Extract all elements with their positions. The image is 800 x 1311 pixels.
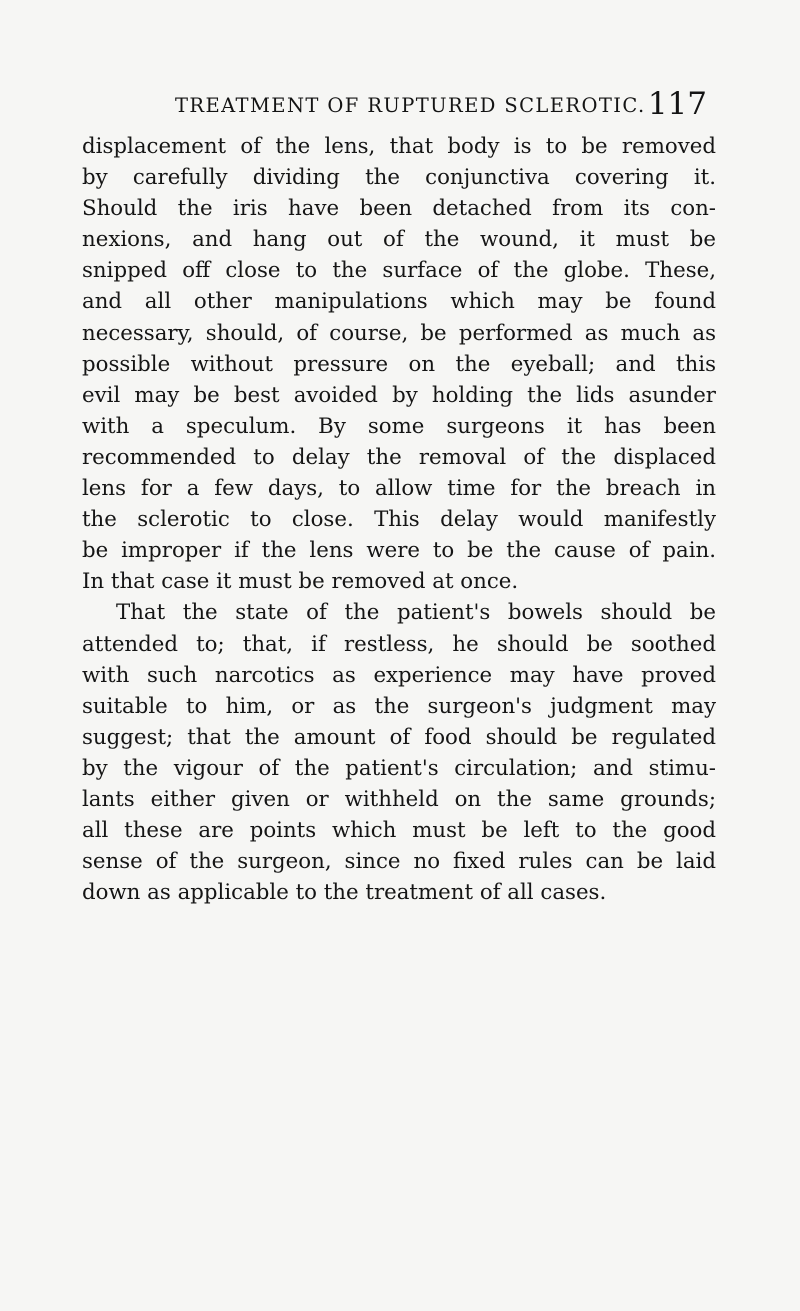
text-line: nexions, and hang out of the wound, it must be bbox=[82, 227, 716, 253]
text-line: possible without pressure on the eyeball; and this bbox=[82, 351, 716, 377]
running-title: TREATMENT OF RUPTURED SCLEROTIC. bbox=[175, 94, 646, 117]
text-line: recommended to delay the removal of the displaced bbox=[82, 444, 716, 470]
text-line: attended to; that, if restless, he should be soothed bbox=[82, 631, 716, 657]
text-line: necessary, should, of course, be performed as much as bbox=[82, 320, 716, 346]
running-head bbox=[175, 86, 707, 126]
text-line: by carefully dividing the conjunctiva covering it. bbox=[82, 165, 716, 191]
text-line: lens for a few days, to allow time for the breach in bbox=[82, 476, 716, 502]
text-line: In that case it must be removed at once. bbox=[82, 569, 519, 595]
paragraph-1 bbox=[82, 131, 716, 597]
text-line: with such narcotics as experience may have proved bbox=[82, 662, 716, 688]
text-line: That the state of the patient's bowels should be bbox=[116, 600, 716, 626]
text-line: be improper if the lens were to be the cause of pain. bbox=[82, 538, 716, 564]
text-line: down as applicable to the treatment of all cases. bbox=[82, 880, 607, 906]
text-line: with a speculum. By some surgeons it has been bbox=[82, 413, 716, 439]
text-line: sense of the surgeon, since no fixed rules can be laid bbox=[82, 849, 716, 875]
text-line: all these are points which must be left to the good bbox=[82, 818, 716, 844]
text-line: snipped off close to the surface of the globe. These, bbox=[82, 258, 716, 284]
text-line: displacement of the lens, that body is to be removed bbox=[82, 134, 716, 159]
text-line: the sclerotic to close. This delay would manifestly bbox=[82, 507, 716, 533]
body-text bbox=[82, 131, 716, 908]
text-line: lants either given or withheld on the same grounds; bbox=[82, 786, 716, 812]
text-line: by the vigour of the patient's circulation; and stimu- bbox=[82, 755, 716, 781]
text-line: evil may be best avoided by holding the lids asunder bbox=[82, 382, 716, 408]
text-line: and all other manipulations which may be found bbox=[82, 289, 716, 315]
text-line: Should the iris have been detached from its con- bbox=[82, 196, 716, 222]
paragraph-2 bbox=[82, 597, 716, 908]
text-line: suitable to him, or as the surgeon's judgment may bbox=[82, 693, 716, 719]
page-number: 117 bbox=[647, 86, 707, 122]
text-line: suggest; that the amount of food should be regulated bbox=[82, 724, 716, 750]
